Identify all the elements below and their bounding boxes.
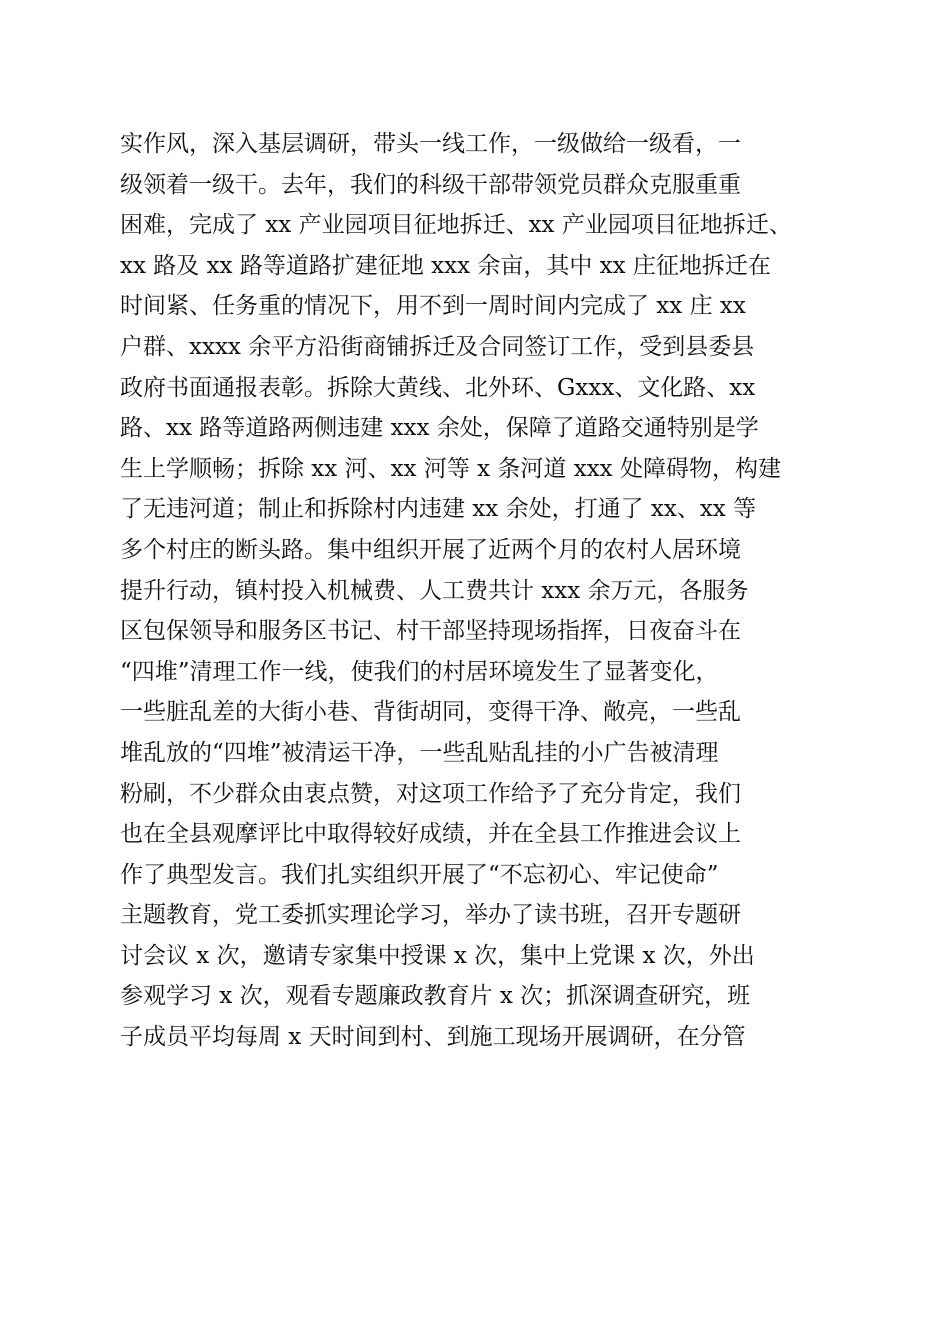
text-line: 堆乱放的“四堆”被清运干净，一些乱贴乱挂的小广告被清理 xyxy=(120,739,719,766)
text-line: 粉刷，不少群众由衷点赞，对这项工作给予了充分肯定，我们 xyxy=(120,780,741,807)
text-line: “四堆”清理工作一线，使我们的村居环境发生了显著变化， xyxy=(120,658,719,685)
text-line: 生上学顺畅；拆除 xx 河、xx 河等 x 条河道 xxx 处障碍物，构建 xyxy=(120,455,781,482)
text-line: xx 路及 xx 路等道路扩建征地 xxx 余亩，其中 xx 庄征地拆迁在 xyxy=(120,252,771,279)
text-line: 子成员平均每周 x 天时间到村、到施工现场开展调研，在分管 xyxy=(120,1024,746,1051)
text-line: 区包保领导和服务区书记、村干部坚持现场指挥，日夜奋斗在 xyxy=(120,618,741,645)
text-line: 政府书面通报表彰。拆除大黄线、北外环、Gxxx、文化路、xx xyxy=(120,374,756,401)
text-line: 也在全县观摩评比中取得较好成绩，并在全县工作推进会议上 xyxy=(120,821,741,848)
text-line: 实作风，深入基层调研，带头一线工作，一级做给一级看，一 xyxy=(120,131,741,157)
text-line: 主题教育，党工委抓实理论学习，举办了读书班，召开专题研 xyxy=(120,902,741,929)
text-line: 一些脏乱差的大街小巷、背街胡同，变得干净、敞亮，一些乱 xyxy=(120,699,741,726)
text-line: 级领着一级干。去年，我们的科级干部带领党员群众克服重重 xyxy=(120,171,741,198)
text-line: 困难，完成了 xx 产业园项目征地拆迁、xx 产业园项目征地拆迁、 xyxy=(120,212,792,239)
text-line: 了无违河道；制止和拆除村内违建 xx 余处，打通了 xx、xx 等 xyxy=(120,496,757,523)
text-line: 参观学习 x 次，观看专题廉政教育片 x 次；抓深调查研究，班 xyxy=(120,983,751,1010)
text-line: 多个村庄的断头路。集中组织开展了近两个月的农村人居环境 xyxy=(120,536,741,563)
text-line: 路、xx 路等道路两侧违建 xxx 余处，保障了道路交通特别是学 xyxy=(120,415,759,442)
text-line: 作了典型发言。我们扎实组织开展了“不忘初心、牢记使命” xyxy=(120,861,719,888)
text-line: 提升行动，镇村投入机械费、人工费共计 xxx 余万元，各服务 xyxy=(120,577,749,604)
text-line: 户群、xxxx 余平方沿街商铺拆迁及合同签订工作，受到县委县 xyxy=(120,333,755,360)
body-text xyxy=(120,124,860,1058)
text-line: 时间紧、任务重的情况下，用不到一周时间内完成了 xx 庄 xx xyxy=(120,293,746,320)
text-line: 讨会议 x 次，邀请专家集中授课 x 次，集中上党课 x 次，外出 xyxy=(120,942,755,969)
